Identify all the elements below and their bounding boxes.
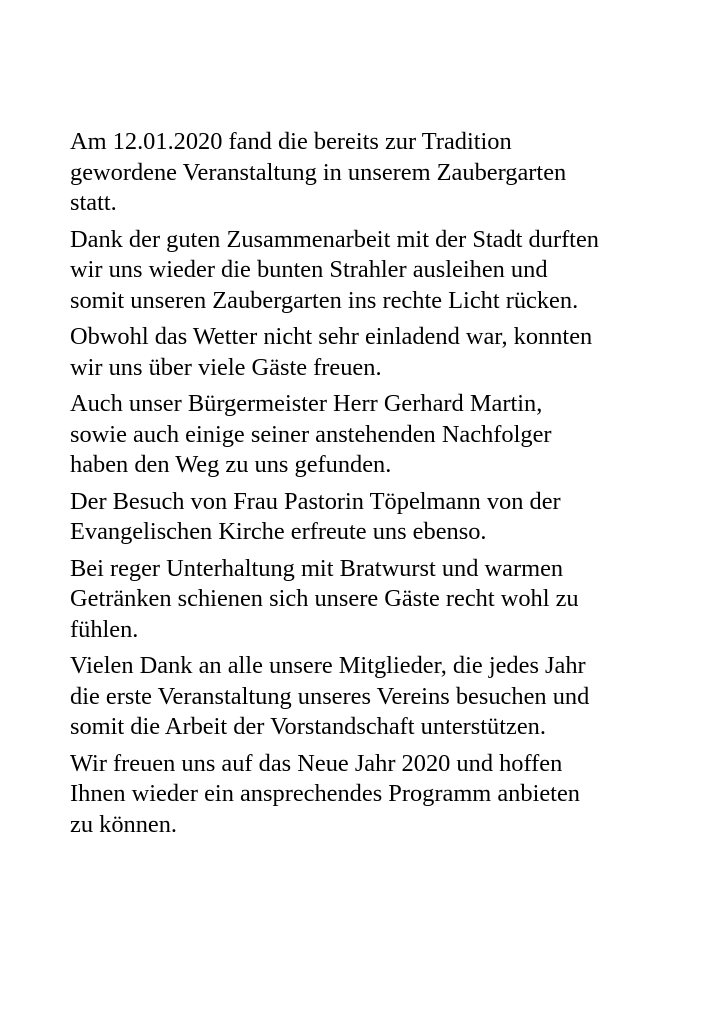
text-line: Der Besuch von Frau Pastorin Töpelmann von der [70,487,561,515]
paragraph-thanks [70,651,670,743]
text-line: haben den Weg zu uns gefunden. [70,451,392,478]
text-line: Am 12.01.2020 fand die bereits zur Tradition [70,128,512,155]
paragraph-food-drinks [70,554,670,646]
text-line: Ihnen wieder ein ansprechendes Programm anbieten [70,780,580,807]
text-line: Wir freuen uns auf das Neue Jahr 2020 und hoffen [70,749,563,777]
paragraph-event-date [70,127,670,219]
paragraph-city-cooperation [70,225,670,317]
text-line: Obwohl das Wetter nicht sehr einladend war, konnten [70,323,593,350]
text-line: Auch unser Bürgermeister Herr Gerhard Martin, [70,390,543,417]
text-line: somit die Arbeit der Vorstandschaft unterstützen. [70,713,546,740]
text-line: fühlen. [70,615,139,643]
text-line: Bei reger Unterhaltung mit Bratwurst und warmen [70,554,564,582]
text-line: Vielen Dank an alle unsere Mitglieder, die jedes Jahr [70,652,586,679]
text-line: zu können. [70,810,178,838]
text-line: Getränken schienen sich unsere Gäste recht wohl zu [70,585,579,612]
text-line: statt. [70,189,117,216]
text-line: wir uns wieder die bunten Strahler ausleihen und [70,256,548,283]
paragraph-weather [70,322,670,383]
text-line: sowie auch einige seiner anstehenden Nachfolger [70,420,552,448]
text-line: Dank der guten Zusammenarbeit mit der Stadt durften [70,225,599,253]
paragraph-pastor [70,487,670,548]
document-body [70,127,670,846]
text-line: wir uns über viele Gäste freuen. [70,353,382,381]
text-line: somit unseren Zaubergarten ins rechte Licht rücken. [70,286,579,314]
text-line: die erste Veranstaltung unseres Vereins besuchen und [70,682,590,710]
paragraph-mayor [70,389,670,481]
text-line: Evangelischen Kirche erfreute uns ebenso. [70,518,487,545]
text-line: gewordene Veranstaltung in unserem Zaubergarten [70,158,567,186]
paragraph-new-year [70,749,670,841]
